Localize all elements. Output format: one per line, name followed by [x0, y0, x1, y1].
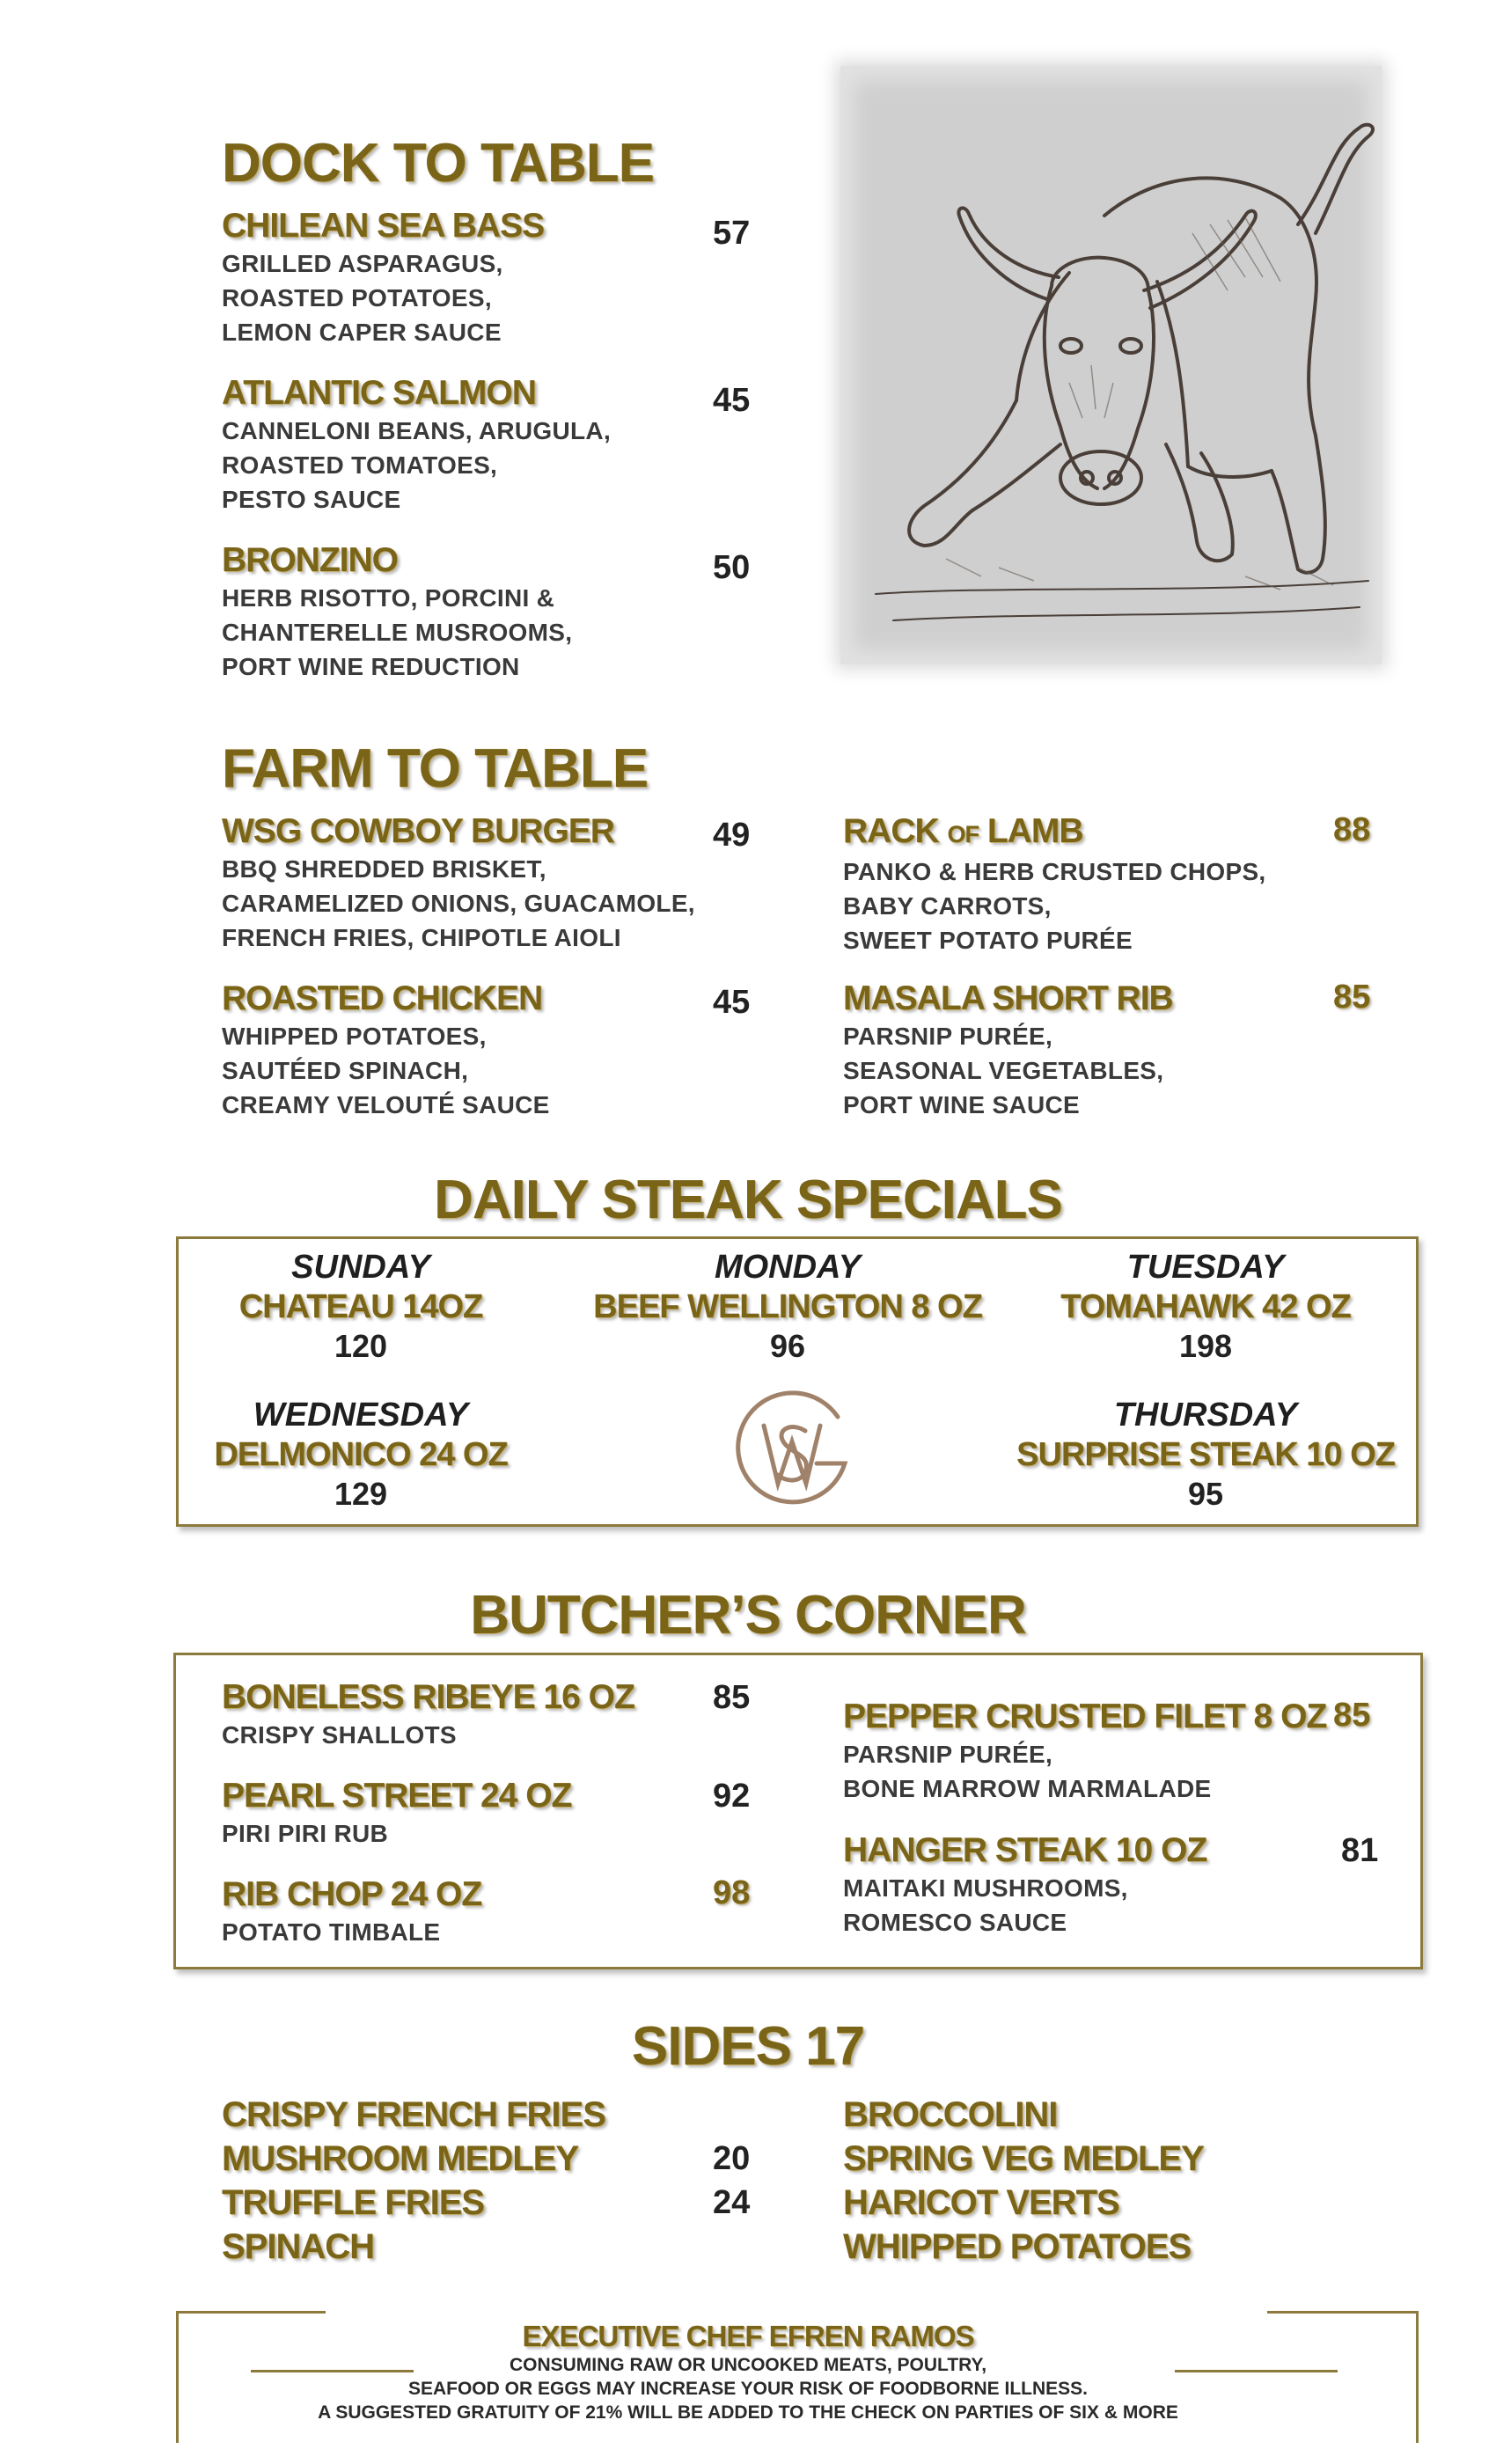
item-desc-line: BBQ SHREDDED BRISKET, [222, 855, 546, 883]
item-desc-line: BABY CARROTS, [843, 892, 1052, 920]
item-name-part: LAMB [986, 812, 1083, 850]
item-desc-line: PIRI PIRI RUB [222, 1820, 389, 1847]
item-desc-line: MAITAKI MUSHROOMS, [843, 1874, 1128, 1902]
specials-section-title: DAILY STEAK SPECIALS [434, 1170, 1062, 1230]
special-price: 96 [769, 1328, 806, 1364]
item-price: 45 [713, 382, 751, 419]
item-desc-line: CARAMELIZED ONIONS, GUACAMOLE, [222, 890, 695, 917]
item-price: 45 [713, 984, 751, 1021]
item-desc-line: ROMESCO SAUCE [843, 1909, 1067, 1936]
wsg-logo [722, 1380, 862, 1521]
item-desc-line: BONE MARROW MARMALADE [843, 1775, 1212, 1802]
footer-note: CONSUMING RAW OR UNCOOKED MEATS, POULTRY, [509, 2355, 987, 2375]
item-name: ROASTED CHICKEN [222, 979, 543, 1017]
item-price: 85 [1333, 1697, 1371, 1734]
special-steak: BEEF WELLINGTON 8 OZ [593, 1288, 982, 1325]
item-name: HANGER STEAK 10 OZ [843, 1831, 1207, 1869]
special-steak: TOMAHAWK 42 OZ [1060, 1288, 1351, 1325]
item-name-part: RACK [843, 812, 939, 850]
side-item: MUSHROOM MEDLEY [222, 2139, 578, 2178]
side-item: SPRING VEG MEDLEY [843, 2139, 1204, 2178]
item-name: BRONZINO [222, 541, 398, 579]
special-steak: CHATEAU 14OZ [238, 1288, 483, 1325]
item-desc-line: CREAMY VELOUTÉ SAUCE [222, 1091, 550, 1118]
footer-rule [1267, 2311, 1419, 2314]
side-item: WHIPPED POTATOES [843, 2227, 1192, 2266]
item-name: ATLANTIC SALMON [222, 374, 536, 412]
item-price: 85 [713, 1679, 751, 1716]
item-price: 50 [713, 549, 751, 586]
footer-note: SEAFOOD OR EGGS MAY INCREASE YOUR RISK OF FOODBORNE ILLNESS. [407, 2379, 1089, 2399]
item-name: RIB CHOP 24 OZ [222, 1875, 482, 1913]
item-desc-line: LEMON CAPER SAUCE [222, 319, 502, 346]
item-price: 49 [713, 817, 751, 854]
special-day: MONDAY [714, 1249, 862, 1286]
menu-item-atlantic-salmon [222, 373, 611, 517]
item-price: 88 [1333, 811, 1371, 848]
item-desc-line: SAUTÉED SPINACH, [222, 1057, 469, 1084]
item-desc-line: CHANTERELLE MUSROOMS, [222, 619, 573, 646]
special-day: TUESDAY [1126, 1249, 1285, 1286]
special-wednesday [202, 1396, 519, 1514]
item-name: CHILEAN SEA BASS [222, 207, 545, 245]
special-sunday [202, 1248, 519, 1366]
menu-item-bronzino [222, 540, 572, 684]
footer-note: A SUGGESTED GRATUITY OF 21% WILL BE ADDED TO THE CHECK ON PARTIES OF SIX & MORE [318, 2402, 1178, 2423]
item-desc-line: CANNELONI BEANS, ARUGULA, [222, 417, 612, 444]
menu-item-pepper-crusted-filet [843, 1697, 1326, 1806]
special-price: 198 [1178, 1328, 1233, 1364]
item-desc-line: PESTO SAUCE [222, 486, 401, 513]
chef-name: EXECUTIVE CHEF EFREN RAMOS [522, 2320, 974, 2352]
special-price: 129 [334, 1476, 388, 1512]
dock-section-title: DOCK TO TABLE [222, 133, 655, 194]
menu-item-cowboy-burger [222, 811, 695, 955]
item-price: 92 [713, 1778, 751, 1815]
special-tuesday [1030, 1248, 1382, 1366]
footer-rule [176, 2311, 326, 2314]
item-desc-line: PORT WINE SAUCE [843, 1091, 1080, 1118]
menu-item-roasted-chicken [222, 979, 550, 1122]
special-day: SUNDAY [291, 1249, 430, 1286]
menu-item-pearl-street [222, 1776, 571, 1851]
item-desc-line: ROASTED POTATOES, [222, 284, 492, 312]
side-item: SPINACH [222, 2227, 375, 2266]
item-name: WSG COWBOY BURGER [222, 812, 614, 850]
item-price: 57 [713, 215, 751, 252]
special-steak: DELMONICO 24 OZ [214, 1436, 508, 1473]
menu-item-masala-short-rib [843, 979, 1173, 1122]
item-desc-line: POTATO TIMBALE [222, 1918, 441, 1946]
item-desc-line: PANKO & HERB CRUSTED CHOPS, [843, 858, 1266, 885]
item-name-part-small: OF [947, 821, 979, 847]
butcher-section-title: BUTCHER’S CORNER [470, 1585, 1026, 1646]
item-desc-line: WHIPPED POTATOES, [222, 1023, 487, 1050]
footer [0, 2320, 1496, 2424]
bull-sketch [840, 66, 1382, 664]
item-name: BONELESS RIBEYE 16 OZ [222, 1678, 634, 1716]
item-price: 81 [1341, 1832, 1379, 1869]
special-price: 95 [1187, 1476, 1224, 1512]
menu-item-chilean-sea-bass [222, 206, 544, 349]
item-price: 85 [1333, 979, 1371, 1016]
item-desc-line: SWEET POTATO PURÉE [843, 927, 1133, 954]
sides-section-title: SIDES 17 [631, 2016, 865, 2077]
item-desc-line: SEASONAL VEGETABLES, [843, 1057, 1164, 1084]
item-name: PEPPER CRUSTED FILET 8 OZ [843, 1698, 1327, 1735]
item-name [843, 811, 1266, 854]
special-monday [581, 1248, 994, 1366]
item-name: MASALA SHORT RIB [843, 979, 1173, 1017]
menu-item-hanger-steak [843, 1830, 1206, 1940]
item-desc-line: ROASTED TOMATOES, [222, 451, 498, 479]
special-price: 120 [334, 1328, 388, 1364]
special-day: WEDNESDAY [253, 1397, 469, 1434]
menu-item-boneless-ribeye [222, 1677, 634, 1752]
side-item: TRUFFLE FRIES [222, 2183, 485, 2222]
side-price: 20 [713, 2140, 751, 2177]
item-desc-line: PARSNIP PURÉE, [843, 1741, 1053, 1768]
side-price: 24 [713, 2184, 751, 2221]
special-thursday [1012, 1396, 1399, 1514]
item-price: 98 [713, 1874, 751, 1911]
item-desc-line: PARSNIP PURÉE, [843, 1023, 1053, 1050]
item-desc-line: GRILLED ASPARAGUS, [222, 250, 503, 277]
side-item: CRISPY FRENCH FRIES [222, 2095, 605, 2134]
bull-illustration [840, 66, 1382, 664]
item-name: PEARL STREET 24 OZ [222, 1777, 572, 1815]
menu-item-rack-of-lamb [843, 811, 1266, 957]
special-day: THURSDAY [1113, 1397, 1298, 1434]
side-item: BROCCOLINI [843, 2095, 1058, 2134]
menu-item-rib-chop [222, 1874, 481, 1949]
farm-section-title: FARM TO TABLE [222, 738, 649, 799]
special-steak: SURPRISE STEAK 10 OZ [1016, 1436, 1395, 1473]
item-desc-line: FRENCH FRIES, CHIPOTLE AIOLI [222, 924, 621, 951]
item-desc-line: HERB RISOTTO, PORCINI & [222, 584, 555, 612]
side-item: HARICOT VERTS [843, 2183, 1119, 2222]
item-desc-line: CRISPY SHALLOTS [222, 1721, 457, 1749]
item-desc-line: PORT WINE REDUCTION [222, 653, 520, 680]
